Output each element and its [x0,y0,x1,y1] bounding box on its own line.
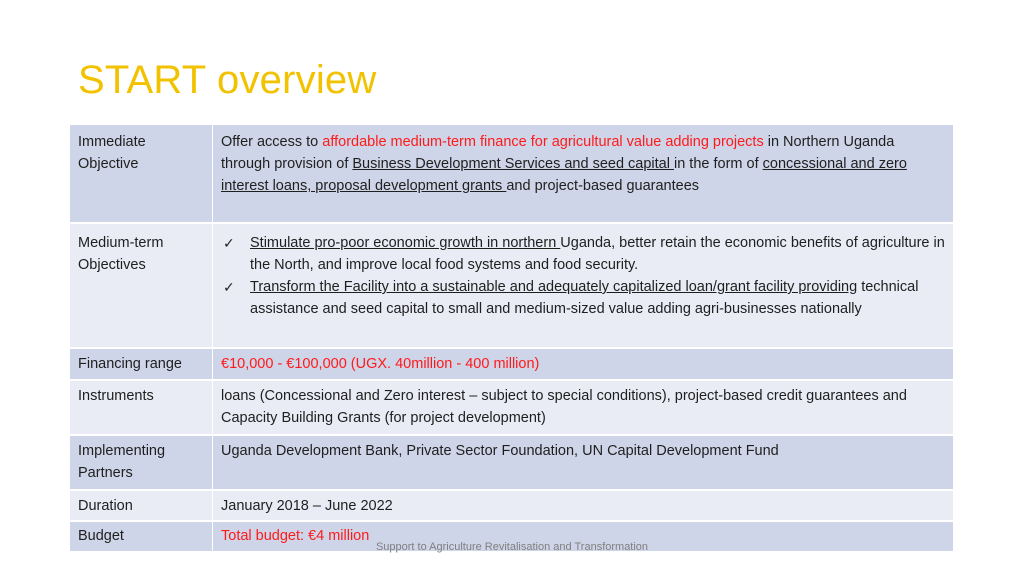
slide-footer: Support to Agriculture Revitalisation and Transformation [375,541,649,553]
table-row-medium-term-objectives [70,223,954,348]
row-label: Implementing Partners [70,435,213,490]
row-value: Uganda Development Bank, Private Sector Foundation, UN Capital Development Fund [213,435,954,490]
row-label: Duration [70,490,213,521]
table-row-duration [70,490,954,521]
row-value [213,125,954,223]
text-segment: in Northern Uganda through provision of [221,134,895,172]
row-label: Instruments [70,380,213,435]
row-value: €10,000 - €100,000 (UGX. 40million - 400 million) [213,348,954,380]
table-row-financing-range [70,348,954,380]
overview-table [70,125,954,551]
table-row-implementing-partners [70,435,954,490]
list-item [221,276,945,320]
text-segment: and project-based guarantees [506,178,700,194]
underlined-text: Business Development Services and seed capital [352,156,674,172]
row-value [213,223,954,348]
row-value: loans (Concessional and Zero interest – subject to special conditions), project-based credit guarantees and Capacity Building Grants (for project development) [213,380,954,435]
row-label: Budget [70,521,213,551]
objectives-list [221,232,945,320]
underlined-text: concessional and zero interest loans, proposal development grants [221,156,907,194]
underlined-text: Transform the Facility into a sustainable and adequately capitalized loan/grant facility providing [250,279,858,295]
check-icon: ✓ [223,235,235,251]
page-title: START overview [78,58,377,102]
check-icon: ✓ [223,279,235,295]
text-segment: in the form of [673,156,763,172]
text-segment: technical assistance and seed capital to small and medium-sized value adding agri-businesses nationally [250,279,919,317]
text-segment: Offer access to [221,134,323,150]
row-value: January 2018 – June 2022 [213,490,954,521]
text-segment: Uganda, better retain the economic benefits of agriculture in the North, and improve local food systems and food security. [250,235,945,273]
highlighted-text: affordable medium-term finance for agricultural value adding projects [322,134,764,150]
underlined-text: Stimulate pro-poor economic growth in northern [250,235,561,251]
table-row-immediate-objective [70,125,954,223]
row-label: Immediate Objective [70,125,213,223]
row-value: Total budget: €4 million [213,521,954,551]
list-item [221,232,945,276]
row-label: Medium-term Objectives [70,223,213,348]
row-label: Financing range [70,348,213,380]
table-row-instruments [70,380,954,435]
